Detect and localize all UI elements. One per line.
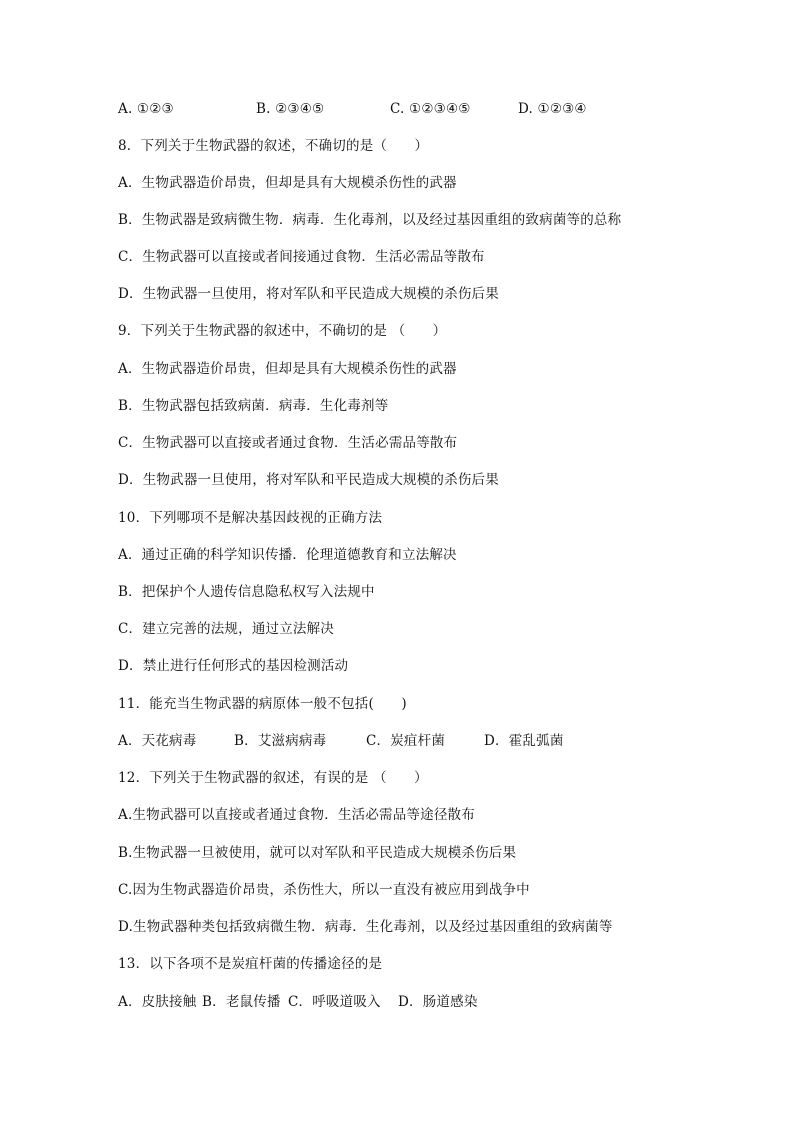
- q10-stem: 10．下列哪项不是解决基因歧视的正确方法: [118, 510, 383, 526]
- q10-option-d: D．禁止进行任何形式的基因检测活动: [118, 658, 349, 674]
- q9-stem: 9．下列关于生物武器的叙述中，不确切的是 （ ）: [118, 323, 447, 339]
- q12-option-c: C.因为生物武器造价昂贵，杀伤性大，所以一直没有被应用到战争中: [118, 882, 530, 898]
- q13-option-c: C．呼吸道吸入: [288, 994, 381, 1010]
- q11-option-b: B．艾滋病病毒: [234, 733, 327, 749]
- q9-option-d: D．生物武器一旦使用，将对军队和平民造成大规模的杀伤后果: [118, 472, 499, 488]
- q11-option-c: C．炭疽杆菌: [366, 733, 446, 749]
- q11-option-a: A．天花病毒: [118, 733, 197, 749]
- q12-stem: 12．下列关于生物武器的叙述，有误的是 （ ）: [118, 770, 428, 786]
- q10-option-a: A．通过正确的科学知识传播．伦理道德教育和立法解决: [118, 547, 457, 563]
- q10-option-b: B．把保护个人遗传信息隐私权写入法规中: [118, 584, 375, 600]
- q9-option-a: A．生物武器造价昂贵，但却是具有大规模杀伤性的武器: [118, 361, 457, 377]
- q8-option-d: D．生物武器一旦使用，将对军队和平民造成大规模的杀伤后果: [118, 286, 499, 302]
- q8-option-c: C．生物武器可以直接或者间接通过食物．生活必需品等散布: [118, 249, 485, 265]
- q9-option-c: C．生物武器可以直接或者通过食物．生活必需品等散布: [118, 435, 458, 451]
- prev-option-a: A. ①②③: [118, 101, 174, 117]
- q12-option-b: B.生物武器一旦被使用，就可以对军队和平民造成大规模杀伤后果: [118, 845, 517, 861]
- q13-option-d: D．肠道感染: [398, 994, 478, 1010]
- q8-option-b: B．生物武器是致病微生物．病毒．生化毒剂，以及经过基因重组的致病菌等的总称: [118, 212, 622, 228]
- q10-option-c: C．建立完善的法规，通过立法解决: [118, 621, 335, 637]
- prev-option-c: C. ①②③④⑤: [390, 101, 471, 117]
- prev-option-b: B. ②③④⑤: [256, 101, 325, 117]
- q9-option-b: B．生物武器包括致病菌．病毒．生化毒剂等: [118, 398, 389, 414]
- q8-stem: 8．下列关于生物武器的叙述，不确切的是（ ）: [118, 138, 429, 154]
- q11-stem: 11．能充当生物武器的病原体一般不包括( ): [118, 696, 407, 712]
- q8-option-a: A．生物武器造价昂贵，但却是具有大规模杀伤性的武器: [118, 175, 457, 191]
- q12-option-d: D.生物武器种类包括致病微生物．病毒．生化毒剂，以及经过基因重组的致病菌等: [118, 919, 613, 935]
- prev-option-d: D. ①②③④: [518, 101, 587, 117]
- q13-stem: 13．以下各项不是炭疽杆菌的传播途径的是: [118, 956, 383, 972]
- q12-option-a: A.生物武器可以直接或者通过食物．生活必需品等途径散布: [118, 807, 475, 823]
- q13-option-a: A．皮肤接触: [118, 994, 197, 1010]
- q11-option-d: D．霍乱弧菌: [484, 733, 564, 749]
- q13-option-b: B．老鼠传播: [202, 994, 281, 1010]
